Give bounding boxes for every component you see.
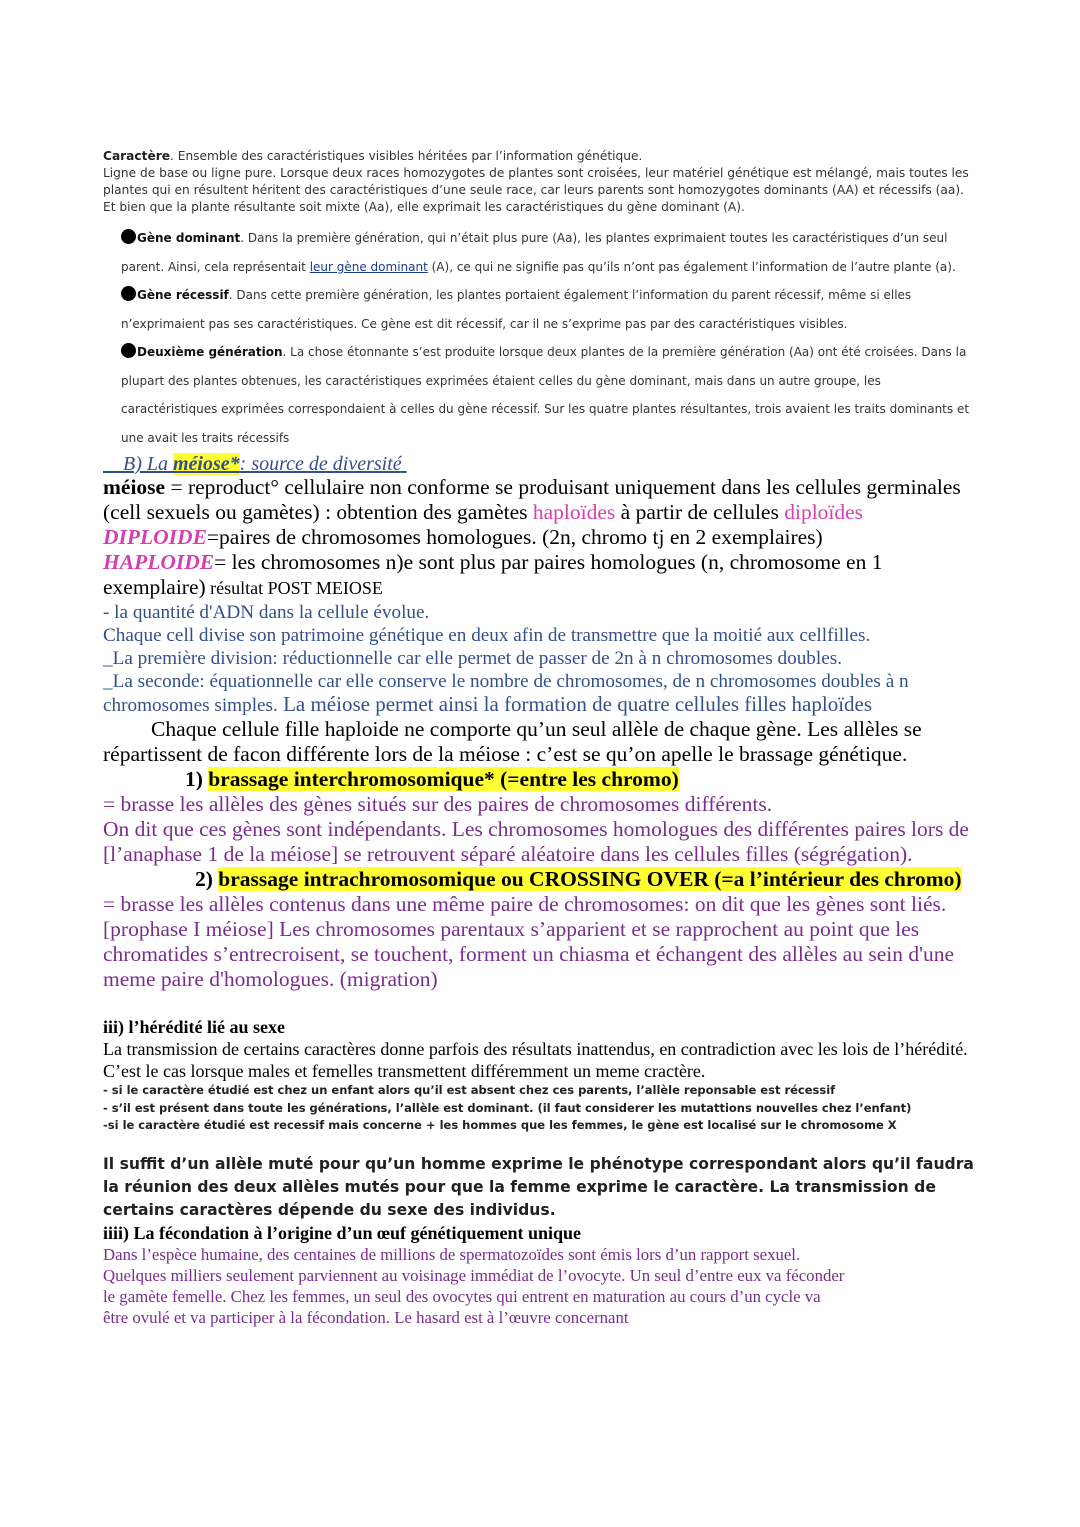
section-b-heading <box>103 454 975 475</box>
meiose-term: méiose <box>103 475 166 499</box>
ligne-paragraph: Ligne de base ou ligne pure. Lorsque deux races homozygotes de plantes sont croisées, leur matériel génétique est mélangé, mais toutes les plantes qui en résultent héritent des caractéristiques d’une seule race, car leurs parents sont homozygotes dominants (AA) et récessifs (aa). Et bien que la plante résultante soit mixte (Aa), elle exprimait les caractéristiques du gène dominant (A). <box>103 166 969 214</box>
bullet-text: . La chose étonnante s’est produite lorsque deux plantes de la première génération (Aa) ont été croisées. Dans la plupart des plantes obtenues, les caractéristiques exprimées étaient celles du gène dominant, mais dans un autre groupe, les caractéristiques exprimées correspondaient à celles du gène récessif. Sur les quatre plantes résultantes, trois avaient les traits dominants et une avait les traits récessifs <box>121 345 970 445</box>
brassage-1-heading <box>103 767 975 792</box>
adn-line: - la quantité d'ADN dans la cellule évolue. <box>103 602 430 623</box>
brassage-2-heading <box>103 867 975 892</box>
heredite-section <box>103 1016 975 1222</box>
heredite-title: iii) l’hérédité lié au sexe <box>103 1017 285 1037</box>
bullet-term: Deuxième génération <box>137 345 283 359</box>
bullet-list <box>103 224 975 452</box>
gene-dominant-link[interactable]: leur gène dominant <box>309 259 428 274</box>
diploide-line <box>103 525 975 550</box>
haploide-text: = les chromosomes n)e sont plus par paires homologues (n, chromosome en 1 exemplaire) <box>103 550 883 599</box>
fecondation-title: iiii) La fécondation à l’origine d’un œuf génétiquement unique <box>103 1222 582 1243</box>
bullet-icon <box>121 343 136 358</box>
brassage-1-title: brassage interchromosomique* (=entre les chromo) <box>208 767 679 791</box>
seconde-division-text: _La seconde: équationnelle car elle conserve le nombre de chromosomes, de n chromosomes doubles à n chromosomes simples. <box>103 671 909 716</box>
diploides-word: diploïdes <box>784 500 864 524</box>
caractere-paragraph <box>103 148 975 165</box>
bullet-gene-dominant <box>121 224 975 281</box>
brassage-2-line2: [prophase I méiose] Les chromosomes parentaux s’apparient et se rapprochent au point que les chromatides s’entrecroisent, se touchent, forment un chiasma et échangent des allèles au sein d'une meme paire d'homologues. (migration) <box>103 917 955 991</box>
bullet-term: Gène récessif <box>137 288 229 302</box>
meiose-definition <box>103 475 975 601</box>
bullet-icon <box>121 229 136 244</box>
bullet-gene-recessif <box>121 281 975 338</box>
section-b-prefix: B) La <box>123 453 173 475</box>
chaque-cell-line: Chaque cell divise son patrimoine génétique en deux afin de transmettre que la moitié aux cellfilles. <box>103 625 871 646</box>
brassage-1-num: 1) <box>185 767 209 791</box>
bullet-text-after: (A), ce qui ne signifie pas qu’ils n’ont pas également l’information de l’autre plante (a). <box>427 259 956 274</box>
bullet-text: . Dans la première génération, qui n’était plus pure (Aa), les plantes exprimaient toutes les caractéristiques d’un seul parent. Ainsi, cela représentait <box>121 231 948 274</box>
section-b-meiose: méiose* <box>173 453 240 475</box>
heredite-rules <box>103 1082 975 1135</box>
meiose-details <box>103 601 975 717</box>
bullet-text: . Dans cette première génération, les plantes portaient également l’information du parent récessif, même si elles n’exprimaient pas ses caractéristiques. Ce gène est dit récessif, car il ne s’exprime pas par des caractéristiques visibles. <box>121 288 912 331</box>
heredite-rule: - si le caractère étudié est chez un enfant alors qu’il est absent chez ces parents, l’allèle reponsable est récessif <box>103 1083 836 1097</box>
meiose-text-2: à partir de cellules <box>615 500 785 524</box>
diploide-text: =paires de chromosomes homologues. (2n, chromo tj en 2 exemplaires) <box>206 525 823 549</box>
brassage-2 <box>103 867 975 992</box>
brassage-2-title: brassage intrachromosomique ou CROSSING OVER (=a l’intérieur des chromo) <box>218 867 962 891</box>
meiose-formation-text: La méiose permet ainsi la formation de quatre cellules filles haploïdes <box>277 692 873 716</box>
brassage-intro <box>103 717 975 767</box>
caractere-definition: . Ensemble des caractéristiques visibles héritées par l’information génétique. <box>170 149 643 163</box>
brassage-1-line1: = brasse les allèles des gènes situés sur des paires de chromosomes différents. <box>103 792 773 816</box>
brassage-2-num: 2) <box>195 867 219 891</box>
premiere-division-line: _La première division: réductionnelle car elle permet de passer de 2n à n chromosomes doubles. <box>103 648 842 669</box>
fecondation-section <box>103 1222 975 1328</box>
diploide-term: DIPLOIDE <box>103 525 207 549</box>
brassage-1-line2: On dit que ces gènes sont indépendants. Les chromosomes homologues des différentes paires lors de [l’anaphase 1 de la méiose] se retrouvent séparé aléatoire dans les cellules filles (ségrégation). <box>103 817 969 866</box>
haploide-term: HAPLOIDE <box>103 550 215 574</box>
brassage-1 <box>103 767 975 867</box>
brassage-2-line1: = brasse les allèles contenus dans une même paire de chromosomes: on dit que les gènes sont liés. <box>103 892 947 916</box>
intro-block <box>103 148 975 216</box>
haploide-small: résultat POST MEIOSE <box>205 578 383 598</box>
heredite-summary: Il suffit d’un allèle muté pour qu’un homme exprime le phénotype correspondant alors qu’il faudra la réunion des deux allèles mutés pour que la femme exprime le caractère. La transmission de certains caractères dépende du sexe des individus. <box>103 1154 974 1219</box>
bullet-deuxieme-generation <box>121 338 975 452</box>
section-b-suffix: : source de diversité <box>239 453 402 475</box>
heredite-text: La transmission de certains caractères donne parfois des résultats inattendus, en contradiction avec les lois de l’hérédité. C’est le cas lorsque males et femelles transmettent différemment un meme cractère. <box>103 1039 968 1081</box>
haploide-line <box>103 550 975 601</box>
seconde-division-line <box>103 670 975 717</box>
heredite-rule: -si le caractère étudié est recessif mais concerne + les hommes que les femmes, le gène est localisé sur le chromosome X <box>103 1118 897 1132</box>
caractere-term: Caractère <box>103 149 170 163</box>
fecondation-text: Dans l’espèce humaine, des centaines de millions de spermatozoïdes sont émis lors d’un rapport sexuel. Quelques milliers seulement parviennent au voisinage immédiat de l’ovocyte. Un seul d’entre eux va féconder le gamète femelle. Chez les femmes, un seul des ovocytes qui entrent en maturation au cours d’un cycle va être ovulé et va participer à la fécondation. Le hasard est à l’œuvre concernant <box>103 1244 845 1327</box>
document-page <box>103 148 975 1328</box>
heredite-rule: - s’il est présent dans toute les générations, l’allèle est dominant. (il faut considerer les mutattions nouvelles chez l’enfant) <box>103 1100 912 1115</box>
bullet-term: Gène dominant <box>137 231 241 245</box>
haploides-word: haploïdes <box>532 500 616 524</box>
bullet-icon <box>121 286 136 301</box>
brassage-intro-text: Chaque cellule fille haploide ne comporte qu’un seul allèle de chaque gène. Les allèles se répartissent de facon différente lors de la méiose : c’est se qu’on apelle le brassage génétique. <box>103 717 922 766</box>
meiose-text-1: = reproduct° cellulaire non conforme se produisant uniquement dans les cellules germinales (cell sexuels ou gamètes) : obtention des gamètes <box>103 475 961 524</box>
